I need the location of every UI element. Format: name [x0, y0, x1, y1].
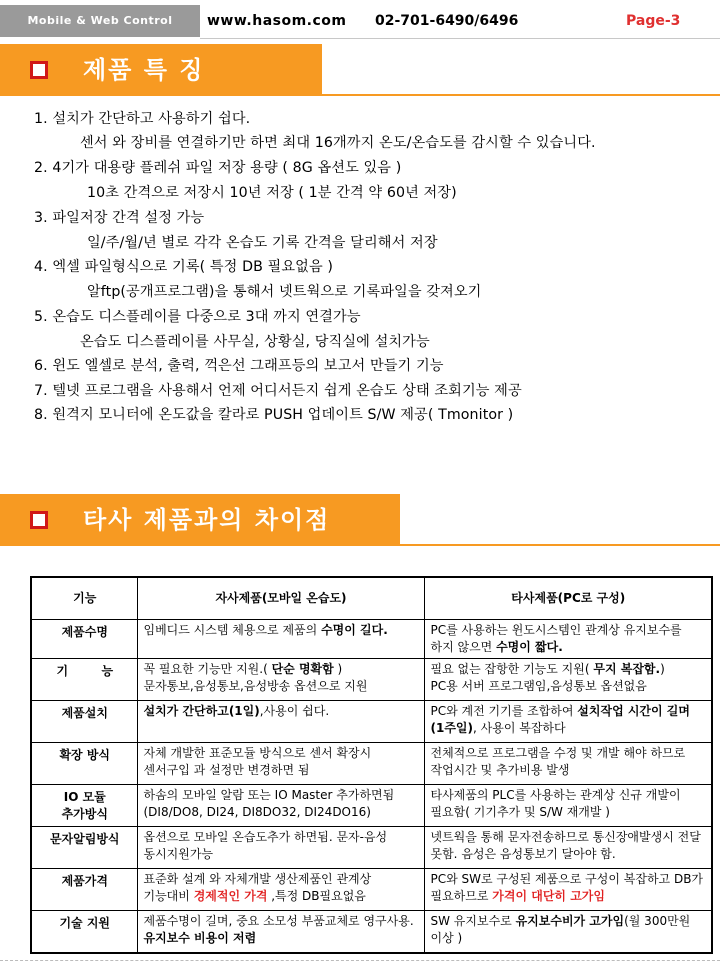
other-product-cell: SW 유지보수로 유지보수비가 고가임(월 300만원 이상 ) — [424, 911, 712, 953]
website-url[interactable]: www.hasom.com — [207, 13, 347, 29]
comparison-table — [30, 576, 713, 954]
section-title: 타사 제품과의 차이점 — [83, 506, 331, 534]
row-label: 제품가격 — [31, 869, 137, 911]
header-divider — [200, 38, 720, 39]
list-item: 센서 와 장비를 연결하기만 하면 최대 16개까지 온도/온습도를 감시할 수 있습니다. — [80, 135, 596, 151]
section-heading-comparison — [0, 494, 400, 546]
page-number: Page-3 — [626, 13, 681, 29]
list-item: 8. 원격지 모니터에 온도값을 칼라로 PUSH 업데이트 S/W 제공( Tmonitor ) — [34, 407, 514, 423]
row-label: 기술 지원 — [31, 911, 137, 953]
column-header: 자사제품(모바일 온습도) — [137, 577, 424, 620]
list-item: 6. 윈도 엘셀로 분석, 출력, 꺽은선 그래프등의 보고서 만들기 기능 — [34, 358, 444, 374]
own-product-cell: 표준화 설계 와 자체개발 생산제품인 관계상 기능대비 경제적인 가격 ,특정 DB필요없음 — [137, 869, 424, 911]
section-underline — [400, 544, 720, 546]
own-product-cell: 옵션으로 모바일 온습도추가 하면됨. 문자-음성 동시지원가능 — [137, 827, 424, 869]
own-product-cell: 자체 개발한 표준모듈 방식으로 센서 확장시 센서구입 과 설정만 변경하면 됨 — [137, 743, 424, 785]
checkbox-bullet-icon — [30, 61, 48, 79]
page-bottom-divider — [0, 960, 720, 961]
list-item: 4. 엑셀 파일형식으로 기록( 특정 DB 필요없음 ) — [34, 259, 334, 275]
own-product-cell: 제품수명이 길며, 중요 소모성 부품교체로 영구사용. 유지보수 비용이 저렴 — [137, 911, 424, 953]
section-underline — [322, 94, 720, 96]
header-bar — [0, 0, 720, 40]
list-item: 3. 파일저장 간격 설정 가능 — [34, 210, 205, 226]
list-item: 온습도 디스플레이를 사무실, 상황실, 당직실에 설치가능 — [80, 334, 430, 350]
brand-label: Mobile & Web Control — [0, 5, 200, 37]
list-item: 5. 온습도 디스플레이를 다중으로 3대 까지 연결가능 — [34, 309, 361, 325]
table-row — [31, 743, 712, 785]
list-item: 7. 텔넷 프로그램을 사용해서 언제 어디서든지 쉽게 온습도 상태 조회기능 제공 — [34, 383, 522, 399]
table-header-row — [31, 577, 712, 620]
list-item: 1. 설치가 간단하고 사용하기 쉽다. — [34, 111, 251, 127]
table-row — [31, 659, 712, 701]
table-row — [31, 911, 712, 953]
other-product-cell: 타사제품의 PLC를 사용하는 관계상 신규 개발이 필요함( 기기추가 및 S/W 재개발 ) — [424, 785, 712, 827]
row-label: 문자알림방식 — [31, 827, 137, 869]
other-product-cell: PC와 SW로 구성된 제품으로 구성이 복잡하고 DB가 필요하므로 가격이 대단히 고가임 — [424, 869, 712, 911]
other-product-cell: 필요 없는 잡항한 기능도 지원( 무지 복잡함.) PC용 서버 프로그램임,음성통보 옵션없음 — [424, 659, 712, 701]
checkbox-bullet-icon — [30, 511, 48, 529]
own-product-cell: 하솜의 모바일 알람 또는 IO Master 추가하면됨(DI8/DO8, DI24, DI8DO32, DI24DO16) — [137, 785, 424, 827]
section-heading-features — [0, 44, 322, 96]
other-product-cell: 넷트웍을 통해 문자전송하므로 통신장애발생시 전달 못함. 음성은 음성통보기 달아야 함. — [424, 827, 712, 869]
row-label: IO 모듈 추가방식 — [31, 785, 137, 827]
table-row — [31, 827, 712, 869]
own-product-cell: 임베디드 시스템 체용으로 제품의 수명이 길다. — [137, 620, 424, 659]
list-item: 10초 간격으로 저장시 10년 저장 ( 1분 간격 약 60년 저장) — [87, 185, 457, 201]
table-row — [31, 701, 712, 743]
row-label: 제품설치 — [31, 701, 137, 743]
column-header: 타사제품(PC로 구성) — [424, 577, 712, 620]
row-label: 기 능 — [31, 659, 137, 701]
column-header: 기능 — [31, 577, 137, 620]
list-item: 일/주/월/년 별로 각각 온습도 기록 간격을 달리해서 저장 — [87, 235, 438, 251]
other-product-cell: 전체적으로 프로그램을 수정 및 개발 해야 하므로 작업시간 및 추가비용 발생 — [424, 743, 712, 785]
own-product-cell: 꼭 필요한 기능만 지원.( 단순 명확함 ) 문자통보,음성통보,음성방송 옵션으로 지원 — [137, 659, 424, 701]
other-product-cell: PC를 사용하는 윈도시스템인 관계상 유지보수를 하지 않으면 수명이 짧다. — [424, 620, 712, 659]
row-label: 확장 방식 — [31, 743, 137, 785]
row-label: 제품수명 — [31, 620, 137, 659]
own-product-cell: 설치가 간단하고(1일),사용이 쉽다. — [137, 701, 424, 743]
list-item: 알ftp(공개프로그램)을 통해서 넷트웍으로 기록파일을 갖져오기 — [87, 284, 482, 300]
section-title: 제품 특 징 — [83, 56, 205, 84]
other-product-cell: PC와 계전 기기를 조합하여 설치작업 시간이 길며 (1주일), 사용이 복잡하다 — [424, 701, 712, 743]
table-row — [31, 869, 712, 911]
table-row — [31, 785, 712, 827]
table-row — [31, 620, 712, 659]
list-item: 2. 4기가 대용량 플레쉬 파일 저장 용량 ( 8G 옵션도 있음 ) — [34, 160, 402, 176]
phone-number: 02-701-6490/6496 — [375, 13, 519, 29]
